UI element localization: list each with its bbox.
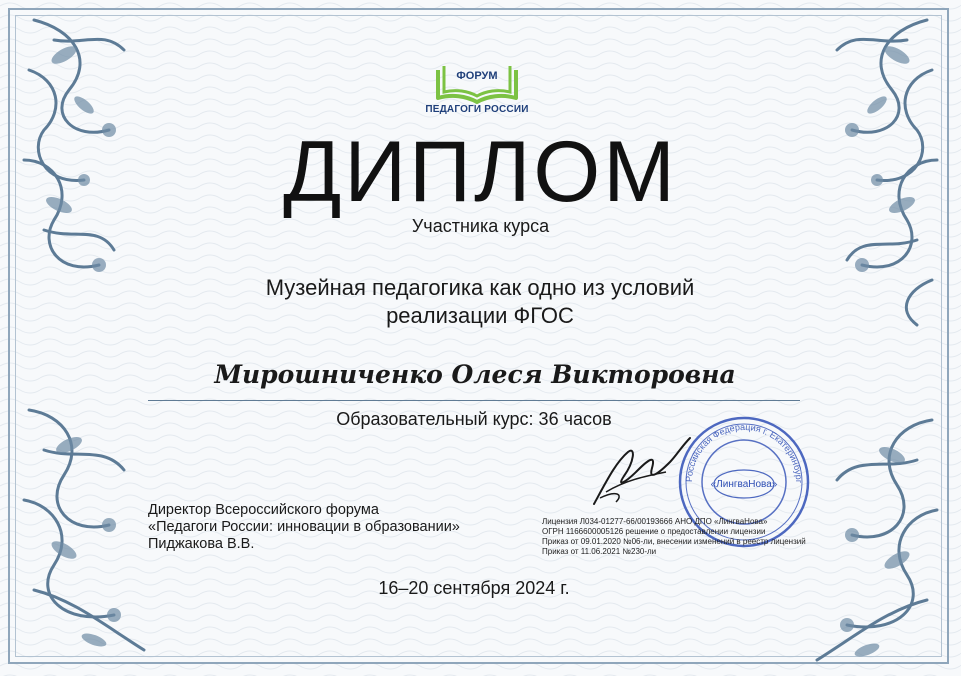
director-line-2: «Педагоги России: инновации в образовании» bbox=[148, 519, 460, 535]
course-date: 16–20 сентября 2024 г. bbox=[378, 578, 570, 598]
license-line-1: Лицензия Л034-01277-66/00193666 АНО ДПО «ЛингваНова» bbox=[542, 517, 768, 526]
license-line-2: ОГРН 1166600005126 решение о предоставлении лицензии bbox=[542, 527, 766, 536]
logo-top-text: ФОРУМ bbox=[456, 70, 498, 82]
director-line-3: Пиджакова В.В. bbox=[148, 536, 255, 552]
director-line-1: Директор Всероссийского форума bbox=[148, 502, 379, 518]
diploma-title: ДИПЛОМ bbox=[283, 124, 678, 220]
stamp-ring-text: Российская Федерация г. Екатеринбург bbox=[683, 421, 805, 484]
stamp-center-text: «ЛингваНова» bbox=[710, 479, 778, 490]
course-title-line-1: Музейная педагогика как одно из условий bbox=[265, 275, 695, 300]
course-title bbox=[180, 274, 780, 330]
logo-bottom-text: ПЕДАГОГИ РОССИИ bbox=[425, 104, 529, 115]
recipient-name: Мирошниченко Олеся Викторовна bbox=[214, 360, 736, 389]
forum-logo bbox=[424, 60, 530, 122]
license-line-4: Приказ от 11.06.2021 №230-ли bbox=[542, 547, 657, 556]
license-line-3: Приказ от 09.01.2020 №06-ли, внесении изменений в реестр лицензий bbox=[542, 537, 806, 546]
director-block bbox=[148, 502, 528, 553]
course-title-line-2: реализации ФГОС bbox=[386, 303, 574, 328]
diploma-subtitle: Участника курса bbox=[411, 216, 550, 236]
license-block bbox=[542, 517, 842, 557]
course-hours: Образовательный курс: 36 часов bbox=[336, 409, 612, 429]
ornament-bottom-left bbox=[14, 390, 154, 670]
name-underline bbox=[148, 400, 800, 401]
